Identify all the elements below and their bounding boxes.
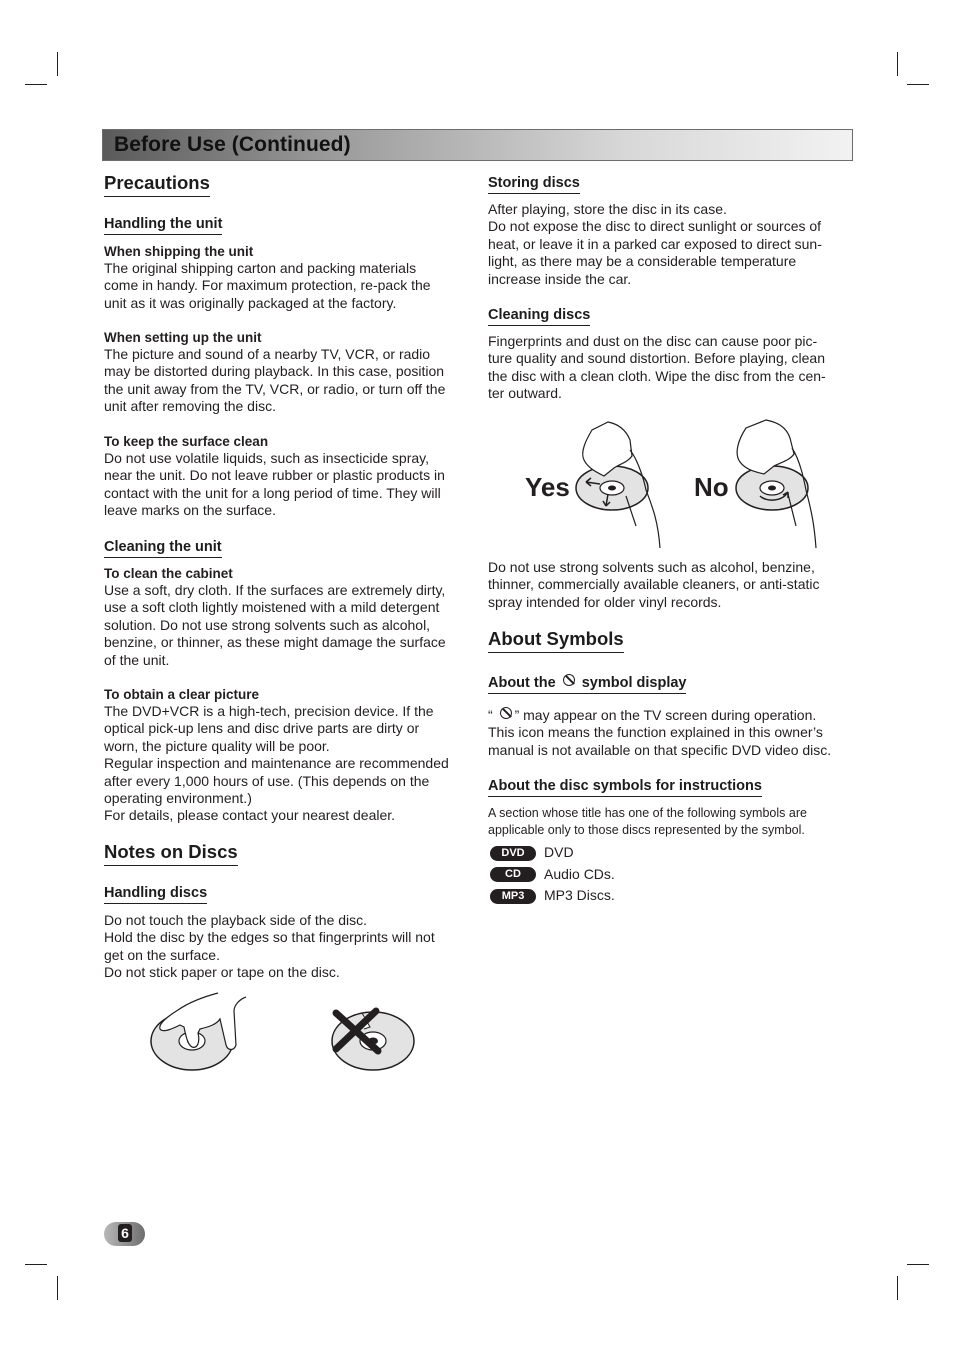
text-line: spray intended for older vinyl records. — [488, 593, 722, 610]
text-line: Do not use volatile liquids, such as insecticide spray, — [104, 450, 430, 466]
text-line: A section whose title has one of the following symbols are — [488, 806, 807, 820]
cleaning-discs-heading: Cleaning discs — [488, 307, 590, 326]
precautions-heading: Precautions — [104, 172, 210, 197]
handling-discs-text — [104, 912, 435, 982]
setting-subheading: When setting up the unit — [104, 330, 262, 345]
text-line: of the unit. — [104, 651, 170, 668]
text-line: come in handy. For maximum protection, re-pack the — [104, 277, 431, 294]
text-line: may be distorted during playback. In this case, position — [104, 363, 445, 380]
badge-label: Audio CDs. — [544, 865, 615, 882]
text-line: manual is not available on that specific DVD video disc. — [488, 741, 832, 758]
page-number-badge — [104, 1222, 145, 1246]
text-span: ” may appear on the TV screen during operation. — [514, 707, 817, 723]
notes-on-discs-heading: Notes on Discs — [104, 841, 238, 866]
wipe-outward-icon — [576, 422, 660, 548]
text-line: operating environment.) — [104, 790, 252, 807]
text-line: near the unit. Do not leave rubber or plastic products in — [104, 467, 445, 484]
badge-row-dvd — [490, 842, 615, 864]
text-line: Use a soft, dry cloth. If the surfaces are extremely dirty, — [104, 582, 446, 598]
text-line: ter outward. — [488, 385, 562, 402]
badge-label: DVD — [544, 844, 574, 860]
prohibited-symbol-icon — [563, 674, 575, 686]
text-line: the disc with a clean cloth. Wipe the disc from the cen- — [488, 367, 826, 384]
prohibited-symbol-icon — [500, 707, 512, 719]
text-line: Hold the disc by the edges so that fingerprints will not — [104, 929, 435, 946]
text-line: after every 1,000 hours of use. (This depends on the — [104, 772, 430, 789]
text-line: ture quality and sound distortion. Before playing, clean — [488, 350, 825, 367]
text-line: unit after removing the disc. — [104, 398, 276, 415]
disc-symbols-text — [488, 805, 807, 839]
text-line: Do not use strong solvents such as alcohol, benzine, — [488, 559, 815, 575]
text-line: For details, please contact your nearest dealer. — [104, 807, 396, 824]
text-line: Do not touch the playback side of the disc. — [104, 912, 368, 928]
text-line — [488, 707, 831, 724]
surface-subheading: To keep the surface clean — [104, 434, 269, 449]
no-label: No — [694, 472, 729, 502]
text-line: After playing, store the disc in its case. — [488, 201, 727, 217]
quote-mark: “ — [488, 707, 493, 723]
crop-mark — [897, 52, 898, 76]
about-symbols-heading: About Symbols — [488, 628, 624, 653]
badge-row-mp3 — [490, 885, 615, 907]
text-line: increase inside the car. — [488, 270, 632, 287]
mp3-badge: MP3 — [490, 889, 536, 904]
crop-mark — [57, 1276, 58, 1300]
text-line: get on the surface. — [104, 946, 220, 963]
text-line: Do not expose the disc to direct sunlight or sources of — [488, 218, 822, 235]
text-line: benzine, or thinner, as these might damage the surface — [104, 634, 446, 651]
crop-mark — [25, 1264, 47, 1265]
text-line: solution. Do not use strong solvents such as alcohol, — [104, 616, 431, 633]
heading-text: About the — [488, 675, 556, 691]
text-line: Do not stick paper or tape on the disc. — [104, 964, 340, 981]
crop-mark — [907, 1264, 929, 1265]
disc-symbols-heading: About the disc symbols for instructions — [488, 778, 762, 797]
symbol-display-text — [488, 707, 831, 759]
cd-badge: CD — [490, 867, 536, 882]
crop-mark — [25, 84, 47, 85]
crop-mark — [907, 84, 929, 85]
shipping-section — [104, 243, 431, 312]
text-line: Fingerprints and dust on the disc can cause poor pic- — [488, 333, 818, 349]
badge-row-cd — [490, 864, 615, 886]
crop-mark — [57, 52, 58, 76]
surface-section — [104, 433, 445, 520]
yes-label: Yes — [525, 472, 570, 502]
text-line: applicable only to those discs represented by the symbol. — [488, 823, 805, 837]
text-line: heat, or leave it in a parked car exposed to direct sun- — [488, 235, 822, 252]
cleaning-text — [488, 333, 826, 403]
text-line: the unit away from the TV, VCR, or radio, or turn off the — [104, 380, 446, 397]
section-title-bar — [102, 129, 853, 161]
crop-mark — [897, 1276, 898, 1300]
text-line: use a soft cloth lightly moistened with a mild detergent — [104, 599, 440, 616]
page-number: 6 — [118, 1224, 132, 1242]
text-line: Regular inspection and maintenance are recommended — [104, 755, 449, 772]
text-line: The DVD+VCR is a high-tech, precision device. If the — [104, 703, 434, 719]
hand-holding-disc-icon — [148, 985, 258, 1075]
cleaning-unit-heading: Cleaning the unit — [104, 539, 222, 558]
text-line: The picture and sound of a nearby TV, VCR, or radio — [104, 346, 431, 362]
disc-badge-list — [490, 842, 615, 907]
text-line: contact with the unit for a long period of time. They will — [104, 484, 441, 501]
cabinet-section — [104, 565, 446, 669]
text-line: worn, the picture quality will be poor. — [104, 737, 330, 754]
text-line: light, as there may be a considerable temperature — [488, 253, 797, 270]
text-line: thinner, commercially available cleaners, or anti-static — [488, 576, 820, 593]
solvents-text — [488, 559, 819, 611]
badge-label: MP3 Discs. — [544, 887, 615, 903]
setting-section — [104, 329, 445, 416]
picture-section — [104, 686, 449, 825]
wipe-circular-icon — [736, 420, 816, 548]
picture-subheading: To obtain a clear picture — [104, 687, 260, 702]
text-line: unit as it was originally packaged at the factory. — [104, 294, 397, 311]
text-line: optical pick-up lens and disc drive parts are dirty or — [104, 720, 420, 737]
dvd-badge: DVD — [490, 846, 536, 861]
handling-unit-heading: Handling the unit — [104, 216, 222, 235]
storing-text — [488, 201, 822, 288]
symbol-display-heading — [488, 675, 686, 694]
cleaning-direction-illustration — [520, 410, 830, 552]
heading-text: symbol display — [581, 675, 687, 691]
handling-discs-heading: Handling discs — [104, 885, 207, 904]
cabinet-subheading: To clean the cabinet — [104, 566, 233, 581]
text-line: The original shipping carton and packing materials — [104, 260, 417, 276]
text-line: This icon means the function explained in this owner’s — [488, 724, 823, 741]
shipping-subheading: When shipping the unit — [104, 244, 254, 259]
storing-discs-heading: Storing discs — [488, 175, 580, 194]
text-line: leave marks on the surface. — [104, 502, 276, 519]
page-title: Before Use (Continued) — [114, 133, 351, 156]
disc-prohibited-icon — [328, 1005, 418, 1075]
